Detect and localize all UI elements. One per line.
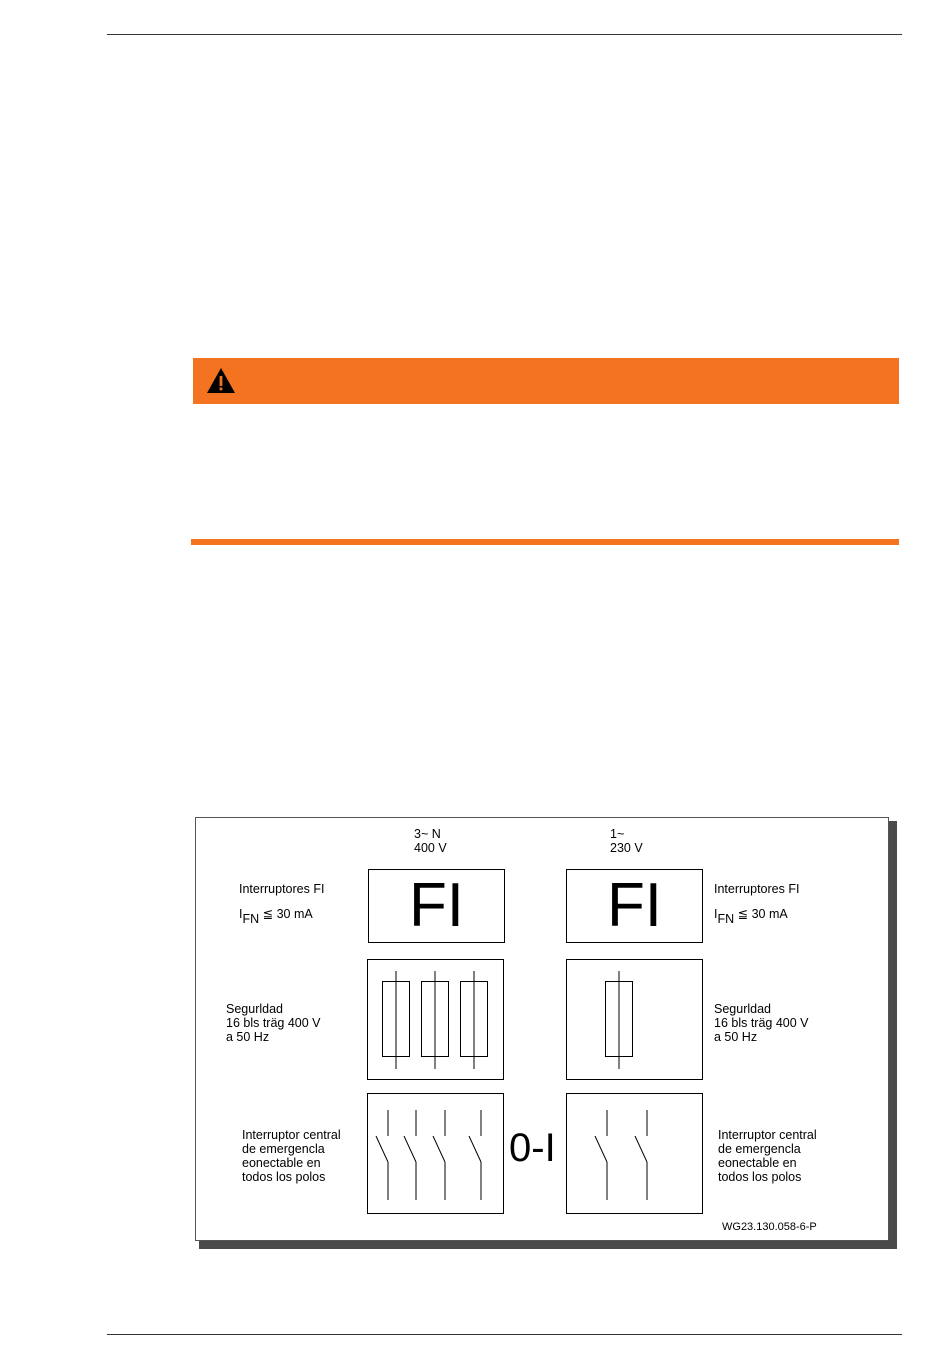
left-switch-line1: Interruptor central [242, 1128, 341, 1142]
single-fuse-symbol [567, 960, 702, 1079]
connection-requirements-figure [195, 817, 889, 1241]
right-rcd-title: Interruptores FI [714, 882, 800, 896]
right-switch-line1: Interruptor central [718, 1128, 817, 1142]
right-fuse-box [566, 959, 703, 1080]
warning-banner [193, 358, 899, 404]
left-fi-label: FI [408, 871, 465, 940]
right-fuse-line2: 16 bls träg 400 V [714, 1016, 809, 1030]
four-pole-switch-symbol [368, 1094, 503, 1213]
left-phase-label: 3~ N [414, 827, 441, 841]
left-switch-box [367, 1093, 504, 1214]
left-switch-line3: eonectable en [242, 1156, 321, 1170]
header-rule [107, 34, 902, 35]
three-fuse-symbol [368, 960, 503, 1079]
right-voltage-label: 230 V [610, 841, 643, 855]
left-fuse-line1: Segurldad [226, 1002, 283, 1016]
left-switch-line2: de emergencla [242, 1142, 325, 1156]
left-voltage-label: 400 V [414, 841, 447, 855]
warning-triangle-icon [206, 367, 236, 394]
switch-position-label: 0-I [509, 1126, 556, 1170]
right-phase-label: 1~ [610, 827, 625, 841]
left-fuse-box [367, 959, 504, 1080]
warning-bottom-bar [191, 539, 899, 545]
right-switch-box [566, 1093, 703, 1214]
right-fuse-line1: Segurldad [714, 1002, 771, 1016]
right-switch-line4: todos los polos [718, 1170, 802, 1184]
left-fuse-line2: 16 bls träg 400 V [226, 1016, 321, 1030]
right-fi-label: FI [606, 871, 663, 940]
footer-rule [107, 1334, 902, 1335]
right-fuse-line3: a 50 Hz [714, 1030, 758, 1044]
left-switch-line4: todos los polos [242, 1170, 326, 1184]
figure-reference: WG23.130.058-6-P [722, 1221, 817, 1233]
right-rcd-current: IFN ≦ 30 mA [714, 907, 788, 926]
left-rcd-current: IFN ≦ 30 mA [239, 907, 313, 926]
left-rcd-title: Interruptores FI [239, 882, 325, 896]
right-fi-box [566, 869, 703, 943]
two-pole-switch-symbol [567, 1094, 702, 1213]
left-fi-box [368, 869, 505, 943]
left-fuse-line3: a 50 Hz [226, 1030, 270, 1044]
right-switch-line3: eonectable en [718, 1156, 797, 1170]
right-switch-line2: de emergencla [718, 1142, 801, 1156]
